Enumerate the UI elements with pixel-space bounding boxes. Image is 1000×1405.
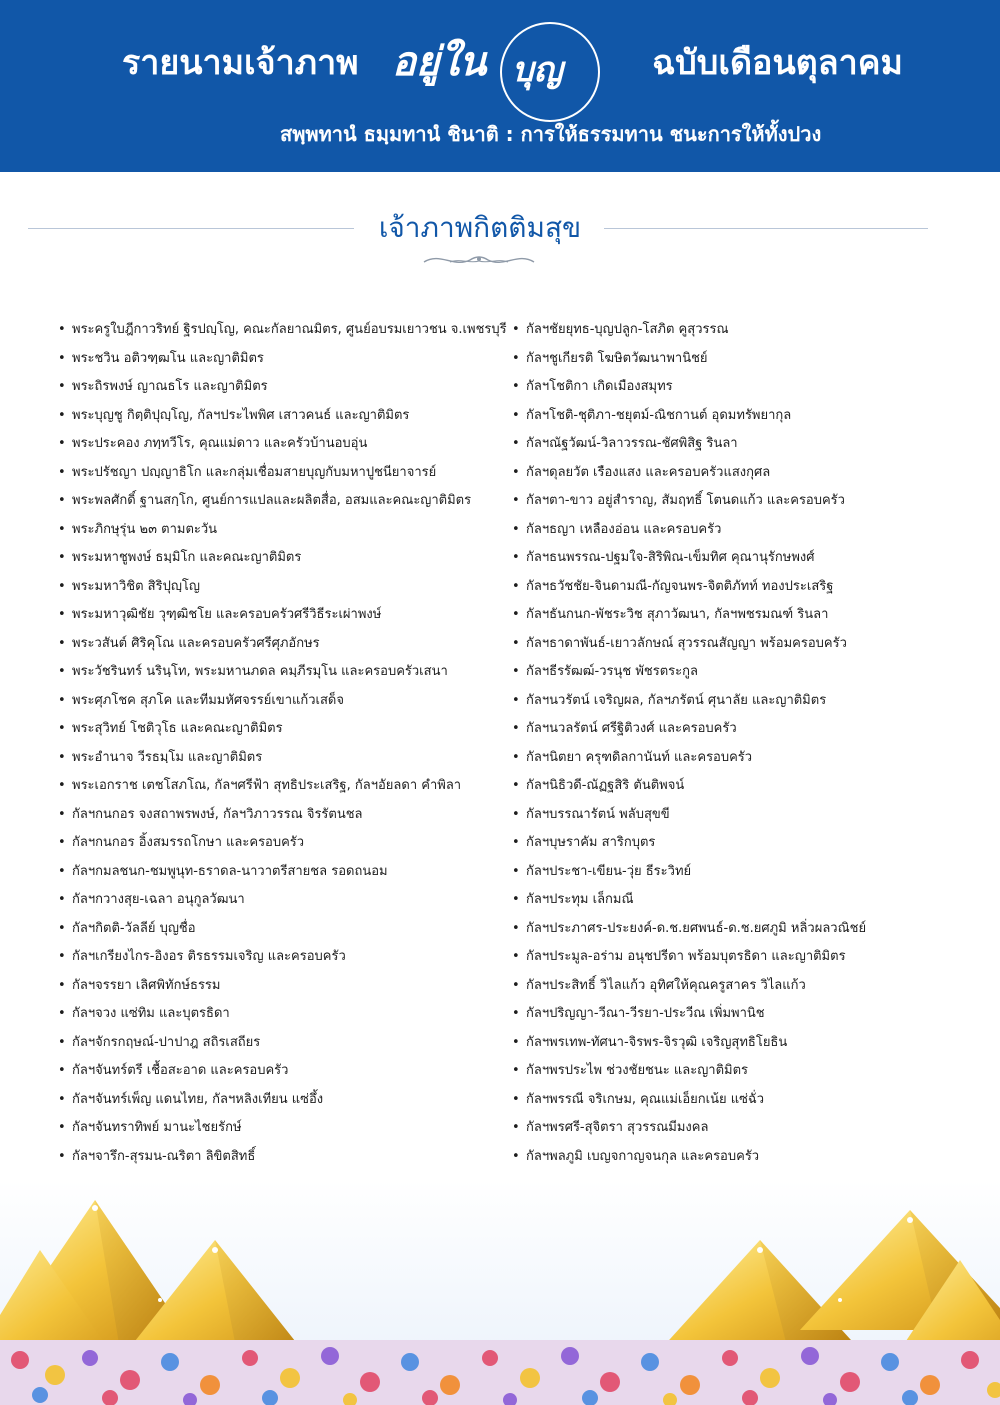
flourish-ornament-icon	[420, 250, 538, 270]
list-item: • พระประคอง ภทฺทวีโร, คุณแม่ดาว และครัวบ้านอบอุ่น	[58, 430, 508, 459]
list-item: • กัลฯธญา เหลืองอ่อน และครอบครัว	[512, 516, 952, 545]
list-item: • พระพลศักดิ์ ฐานสกฺโก, ศูนย์การแปลและผลิตสื่อ, อสมและคณะญาติมิตร	[58, 487, 508, 516]
list-item: • กัลฯชัยยุทธ-บุญปลูก-โสภิต คูสุวรรณ	[512, 316, 952, 345]
list-item: • กัลฯกมลชนก-ชมพูนุท-ธราดล-นาวาตรีสายชล รอดถนอม	[58, 858, 508, 887]
section-divider-left	[28, 228, 354, 229]
list-item: • พระสุวิทย์ โชติวุโธ และคณะญาติมิตร	[58, 715, 508, 744]
list-item: • กัลฯนิธิวดี-ณัฏฐสิริ ตันติพจน์	[512, 772, 952, 801]
list-item: • กัลฯบรรณารัตน์ พลับสุขขี	[512, 801, 952, 830]
list-item: • กัลฯนวรัตน์ เจริญผล, กัลฯภรัตน์ ศุนาลัย และญาติมิตร	[512, 687, 952, 716]
list-item: • กัลฯชูเกียรติ โฆษิตวัฒนาพานิชย์	[512, 345, 952, 374]
list-item: • กัลฯธาดาพันธ์-เยาวลักษณ์ สุวรรณสัญญา พร้อมครอบครัว	[512, 630, 952, 659]
list-item: • พระปรัชญา ปญฺญาธิโก และกลุ่มเชื่อมสายบุญกับมหาปูชนียาจารย์	[58, 459, 508, 488]
list-item: • กัลฯปริญญา-วีณา-วีรยา-ประวีณ เพิ่มพานิช	[512, 1000, 952, 1029]
list-item: • กัลฯจันทร์ตรี เชื้อสะอาด และครอบครัว	[58, 1057, 508, 1086]
list-item: • พระมหาวิชิต สิริปุญฺโญ	[58, 573, 508, 602]
list-item: • กัลฯประภาศร-ประยงค์-ด.ช.ยศพนธ์-ด.ช.ยศภูมิ หลิ่วผลวณิชย์	[512, 915, 952, 944]
list-item: • พระมหาวุฒิชัย วุฑฺฒิชโย และครอบครัวศรีวิธีระเผ่าพงษ์	[58, 601, 508, 630]
list-item: • กัลฯนวลรัตน์ ศรีฐิติวงศ์ และครอบครัว	[512, 715, 952, 744]
header-title-right: ฉบับเดือนตุลาคม	[652, 43, 903, 83]
logo-text-circle: บุญ	[512, 50, 563, 90]
list-item: • พระเอกราช เตชโสภโณ, กัลฯศรีฟ้า สุทธิประเสริฐ, กัลฯอัยลดา คำพิลา	[58, 772, 508, 801]
donor-list-right	[512, 316, 952, 1171]
list-item: • พระภิกษุรุ่น ๒๓ ตามตะวัน	[58, 516, 508, 545]
list-item: • พระมหาชูพงษ์ ธมฺมิโก และคณะญาติมิตร	[58, 544, 508, 573]
list-item: • กัลฯจวง แซ่ทิม และบุตรธิดา	[58, 1000, 508, 1029]
list-item: • กัลฯธวัชชัย-จินดามณี-กัญจนพร-จิตติภัทท์ ทองประเสริฐ	[512, 573, 952, 602]
list-item: • กัลฯโชติ-ชุติภา-ชยุตม์-ณิชกานต์ อุดมทรัพยากุล	[512, 402, 952, 431]
pagoda-flower-decoration	[0, 1180, 1000, 1405]
list-item: • พระวัชรินทร์ นรินฺโท, พระมหานภดล คมฺภีรมุโน และครอบครัวเสนา	[58, 658, 508, 687]
list-item: • กัลฯตา-ขาว อยู่สำราญ, สัมฤทธิ์ โตนดแก้ว และครอบครัว	[512, 487, 952, 516]
section-divider-right	[604, 228, 928, 229]
list-item: • พระอำนาจ วีรธมฺโม และญาติมิตร	[58, 744, 508, 773]
list-item: • กัลฯประมูล-อร่าม อนุชปรีดา พร้อมบุตรธิดา และญาติมิตร	[512, 943, 952, 972]
list-item: • พระบุญชู กิตฺติปุญฺโญ, กัลฯประไพพิศ เสาวคนธ์ และญาติมิตร	[58, 402, 508, 431]
list-item: • กัลฯประทุม เล็กมณี	[512, 886, 952, 915]
list-item: • กัลฯธันกนก-พัชระวิช สุภาวัฒนา, กัลฯพชรมณฑ์ รินลา	[512, 601, 952, 630]
list-item: • พระครูใบฎีกาวริทย์ ฐิรปญฺโญ, คณะกัลยาณมิตร, ศูนย์อบรมเยาวชน จ.เพชรบุรี	[58, 316, 508, 345]
list-item: • พระถิรพงษ์ ญาณธโร และญาติมิตร	[58, 373, 508, 402]
list-item: • กัลฯพรศรี-สุจิตรา สุวรรณมีมงคล	[512, 1114, 952, 1143]
list-item: • กัลฯพรเทพ-ทัศนา-จิรพร-จิรวุฒิ เจริญสุทธิโยธิน	[512, 1029, 952, 1058]
list-item: • กัลฯพลภูมิ เบญจกาญจนกุล และครอบครัว	[512, 1143, 952, 1172]
list-item: • กัลฯณัฐวัฒน์-วิลาวรรณ-ชัศพิสิฐ รินลา	[512, 430, 952, 459]
list-item: • กัลฯธีรรัฒฒ์-วรนุช พัชรตระกูล	[512, 658, 952, 687]
list-item: • กัลฯจันทราทิพย์ มานะไชยรักษ์	[58, 1114, 508, 1143]
list-item: • กัลฯกนกอร อิ้งสมรรถโกษา และครอบครัว	[58, 829, 508, 858]
logo-text-main: อยู่ใน	[392, 38, 487, 85]
logo	[392, 16, 632, 116]
list-item: • กัลฯดุลยวัต เรืองแสง และครอบครัวแสงกุศล	[512, 459, 952, 488]
section-title: เจ้าภาพกิตติมสุข	[378, 211, 582, 244]
list-item: • กัลฯกิตติ-วัลลีย์ บุญชื่อ	[58, 915, 508, 944]
list-item: • กัลฯนิตยา ครุฑดิลกานันท์ และครอบครัว	[512, 744, 952, 773]
list-item: • กัลฯจารึก-สุรมน-ณริตา ลิขิตสิทธิ์	[58, 1143, 508, 1172]
donor-list-left	[58, 316, 508, 1171]
list-item: • กัลฯธนพรรณ-ปฐมใจ-สิริพิณ-เข็มทิศ คุณานุรักษพงศ์	[512, 544, 952, 573]
list-item: • กัลฯกวางสุย-เฉลา อนุกูลวัฒนา	[58, 886, 508, 915]
list-item: • กัลฯจันทร์เพ็ญ แดนไทย, กัลฯหลิงเทียน แซ่อึ้ง	[58, 1086, 508, 1115]
list-item: • กัลฯบุษราคัม สาริกบุตร	[512, 829, 952, 858]
list-item: • พระวสันต์ ศิริคุโณ และครอบครัวศรีศุภอักษร	[58, 630, 508, 659]
list-item: • กัลฯโชติกา เกิดเมืองสมุทร	[512, 373, 952, 402]
list-item: • กัลฯกนกอร จงสถาพรพงษ์, กัลฯวิภาวรรณ จิรรัตนชล	[58, 801, 508, 830]
list-item: • กัลฯจรรยา เลิศพิทักษ์ธรรม	[58, 972, 508, 1001]
header-subtitle: สพฺพทานํ ธมฺมทานํ ชินาติ : การให้ธรรมทาน ชนะการให้ทั้งปวง	[280, 122, 822, 146]
list-item: • กัลฯประสิทธิ์ วิไลแก้ว อุทิศให้คุณครูสาคร วิไลแก้ว	[512, 972, 952, 1001]
header-title-left: รายนามเจ้าภาพ	[122, 43, 359, 83]
list-item: • พระชวิน อติวฑฺฒโน และญาติมิตร	[58, 345, 508, 374]
list-item: • พระศุภโชค สุภโค และทีมมหัศจรรย์เขาแก้วเสด็จ	[58, 687, 508, 716]
list-item: • กัลฯจักรกฤษณ์-ปาปาฎ สถิรเสถียร	[58, 1029, 508, 1058]
list-item: • กัลฯประชา-เขียน-วุ่ย ธีระวิทย์	[512, 858, 952, 887]
header-banner	[0, 0, 1000, 172]
list-item: • กัลฯเกรียงไกร-อิงอร ติรธรรมเจริญ และครอบครัว	[58, 943, 508, 972]
list-item: • กัลฯพรประไพ ช่วงชัยชนะ และญาติมิตร	[512, 1057, 952, 1086]
list-item: • กัลฯพรรณี จริเกษม, คุณแม่เอ็ยกเน้ย แซ่ฉั่ว	[512, 1086, 952, 1115]
